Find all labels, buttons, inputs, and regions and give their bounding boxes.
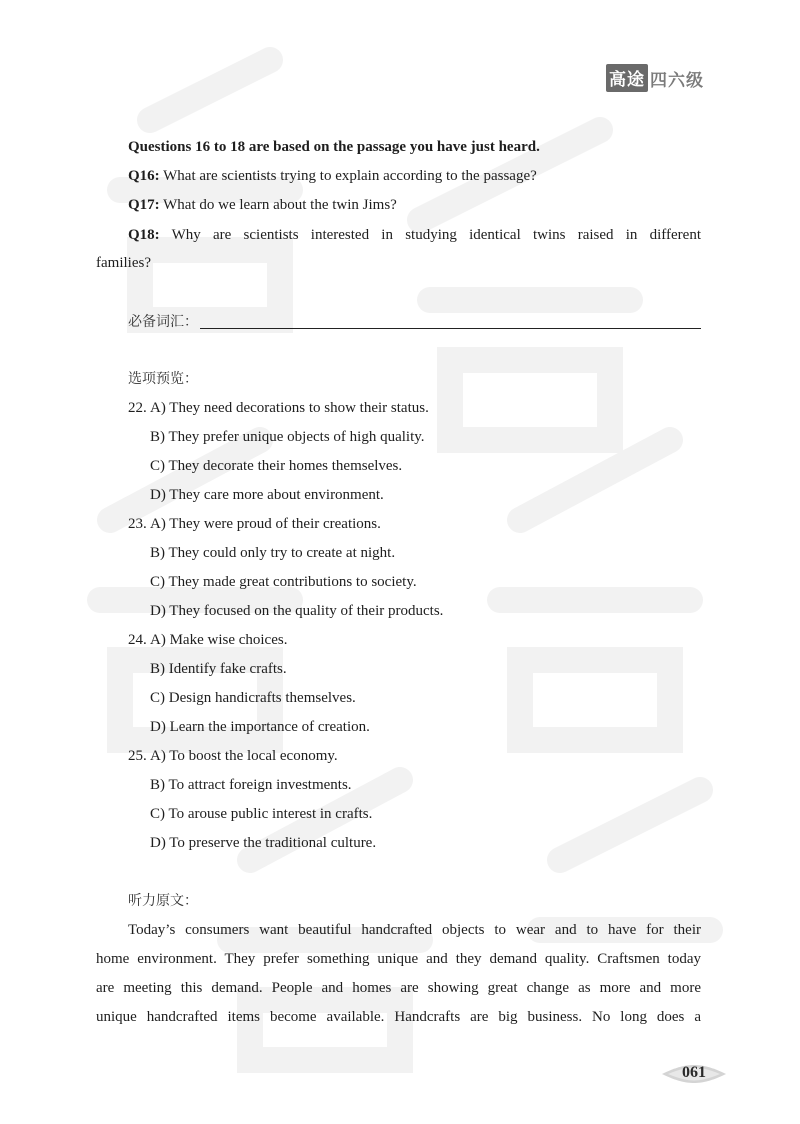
- option-25-a: A) To boost the local economy.: [150, 748, 338, 764]
- logo-box: 高途: [606, 64, 648, 92]
- option-22-d: D) They care more about environment.: [150, 487, 384, 503]
- option-24-a: A) Make wise choices.: [150, 632, 288, 648]
- question-16: [128, 166, 537, 186]
- option-23-a: A) They were proud of their creations.: [150, 516, 381, 532]
- option-24-b: B) Identify fake crafts.: [150, 661, 287, 677]
- question-number: Q17:: [128, 197, 160, 213]
- transcript-line-1: Today’s consumers want beautiful handcrafted objects to wear and to have for their: [128, 922, 701, 938]
- page-number: 061: [682, 1064, 706, 1081]
- option-number-23: 23.: [128, 516, 147, 532]
- preview-label: 选项预览：: [128, 371, 198, 387]
- question-text: What are scientists trying to explain according to the passage?: [159, 168, 537, 184]
- transcript-line-4: unique handcrafted items become available. Handcrafts are big business. No long does a: [96, 1009, 701, 1025]
- transcript-line-2: home environment. They prefer something unique and they demand quality. Craftsmen today: [96, 951, 701, 967]
- option-22-c: C) They decorate their homes themselves.: [150, 458, 403, 474]
- question-number: Q16:: [128, 168, 160, 184]
- option-22-a: A) They need decorations to show their status.: [150, 400, 429, 416]
- option-number-24: 24.: [128, 632, 147, 648]
- transcript-line-3: are meeting this demand. People and homes are showing great change as more and more: [96, 980, 701, 996]
- question-17: [128, 195, 397, 215]
- option-24-d: D) Learn the importance of creation.: [150, 719, 370, 735]
- vocab-blank-line[interactable]: [200, 328, 701, 329]
- option-number-22: 22.: [128, 400, 147, 416]
- question-text: Why are scientists interested in studying identical twins raised in different: [159, 227, 701, 243]
- question-18-continuation: families?: [96, 255, 151, 271]
- option-23-d: D) They focused on the quality of their products.: [150, 603, 444, 619]
- brand-logo: [606, 66, 704, 90]
- option-23-c: C) They made great contributions to society.: [150, 574, 417, 590]
- option-25-b: B) To attract foreign investments.: [150, 777, 352, 793]
- option-22-b: B) They prefer unique objects of high quality.: [150, 429, 425, 445]
- section-intro: Questions 16 to 18 are based on the passage you have just heard.: [128, 139, 540, 155]
- option-25-c: C) To arouse public interest in crafts.: [150, 806, 373, 822]
- vocab-label: 必备词汇：: [128, 314, 198, 330]
- question-text: What do we learn about the twin Jims?: [159, 197, 397, 213]
- option-number-25: 25.: [128, 748, 147, 764]
- page-number-badge: [662, 1063, 726, 1085]
- option-25-d: D) To preserve the traditional culture.: [150, 835, 377, 851]
- logo-text: 四六级: [650, 70, 704, 91]
- transcript-label: 听力原文：: [128, 893, 198, 909]
- option-24-c: C) Design handicrafts themselves.: [150, 690, 356, 706]
- question-18: [128, 225, 701, 245]
- question-number: Q18:: [128, 227, 160, 243]
- option-23-b: B) They could only try to create at night.: [150, 545, 396, 561]
